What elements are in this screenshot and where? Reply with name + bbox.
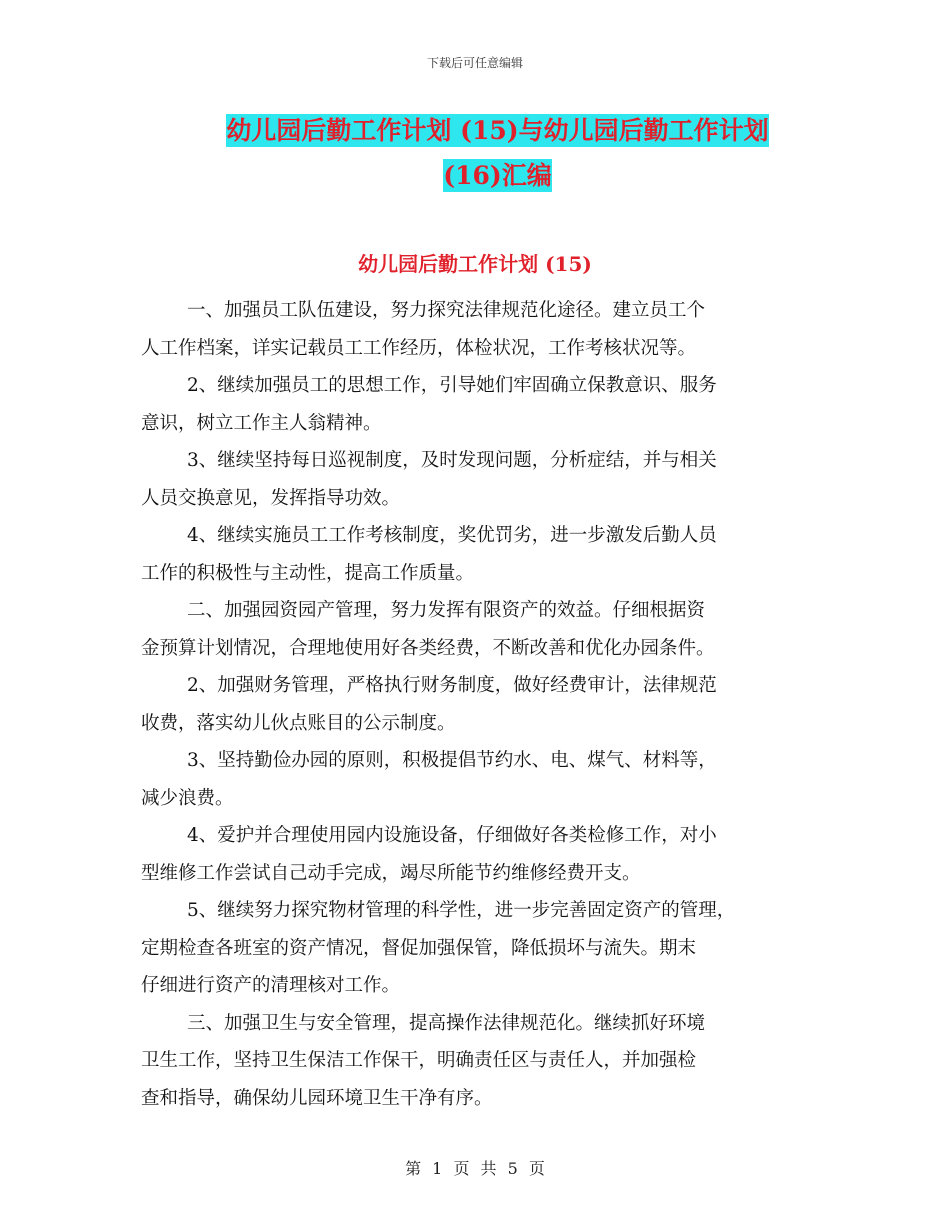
paragraph-line: 仔细进行资产的清理核对工作。 — [141, 975, 401, 996]
paragraph — [141, 667, 811, 742]
header-note: 下载后可任意编辑 — [426, 56, 523, 70]
paragraph-line: 5、继续努力探究物材管理的科学性，进一步完善固定资产的管理， — [187, 900, 736, 921]
paragraph-line: 3、坚持勤俭办园的原则，积极提倡节约水、电、煤气、材料等， — [187, 750, 717, 771]
paragraph-line: 查和指导，确保幼儿园环境卫生干净有序。 — [141, 1087, 493, 1109]
document-title — [140, 108, 855, 198]
section-title: 幼儿园后勤工作计划 (15) — [358, 252, 592, 276]
paragraph-line: 意识，树立工作主人翁精神。 — [141, 412, 382, 434]
paragraph-line: 人员交换意见，发挥指导功效。 — [141, 487, 401, 509]
page-footer: 第 1 页 共 5 页 — [405, 1159, 545, 1178]
paragraph — [141, 1005, 811, 1118]
paragraph — [141, 292, 811, 367]
paragraph-line: 2、继续加强员工的思想工作，引导她们牢固确立保教意识、服务 — [187, 375, 717, 396]
paragraph-line: 2、加强财务管理，严格执行财务制度，做好经费审计，法律规范 — [187, 675, 717, 696]
paragraph-line: 卫生工作，坚持卫生保洁工作保干，明确责任区与责任人，并加强检 — [141, 1050, 697, 1071]
paragraph-line: 二、加强园资园产管理，努力发挥有限资产的效益。仔细根据资 — [187, 600, 706, 621]
paragraph-line: 4、爱护并合理使用园内设施设备，仔细做好各类检修工作，对小 — [187, 825, 717, 846]
paragraph-line: 减少浪费。 — [141, 787, 234, 809]
paragraph-line: 人工作档案，详实记载员工工作经历，体检状况，工作考核状况等。 — [141, 337, 697, 359]
paragraph-line: 收费，落实幼儿伙点账目的公示制度。 — [141, 712, 456, 734]
paragraph — [141, 742, 811, 817]
paragraph — [141, 892, 811, 1005]
paragraph — [141, 592, 811, 667]
paragraph — [141, 817, 811, 892]
paragraph-line: 工作的积极性与主动性，提高工作质量。 — [141, 562, 475, 584]
paragraph — [141, 367, 811, 442]
paragraph-line: 4、继续实施员工工作考核制度，奖优罚劣，进一步激发后勤人员 — [187, 525, 717, 546]
paragraph-line: 3、继续坚持每日巡视制度，及时发现问题，分析症结，并与相关 — [187, 450, 717, 471]
document-title-line-2: (16)汇编 — [443, 161, 552, 190]
paragraph — [141, 442, 811, 517]
paragraph-line: 型维修工作尝试自己动手完成，竭尽所能节约维修经费开支。 — [141, 862, 641, 884]
paragraph-line: 三、加强卫生与安全管理，提高操作法律规范化。继续抓好环境 — [187, 1012, 706, 1034]
document-title-line-1: 幼儿园后勤工作计划 (15)与幼儿园后勤工作计划 — [226, 116, 769, 145]
paragraph-line: 一、加强员工队伍建设，努力探究法律规范化途径。建立员工个 — [187, 300, 706, 321]
document-body — [141, 292, 811, 1117]
paragraph-line: 定期检查各班室的资产情况，督促加强保管，降低损坏与流失。期末 — [141, 937, 697, 959]
paragraph-line: 金预算计划情况，合理地使用好各类经费，不断改善和优化办园条件。 — [141, 637, 715, 659]
paragraph — [141, 517, 811, 592]
